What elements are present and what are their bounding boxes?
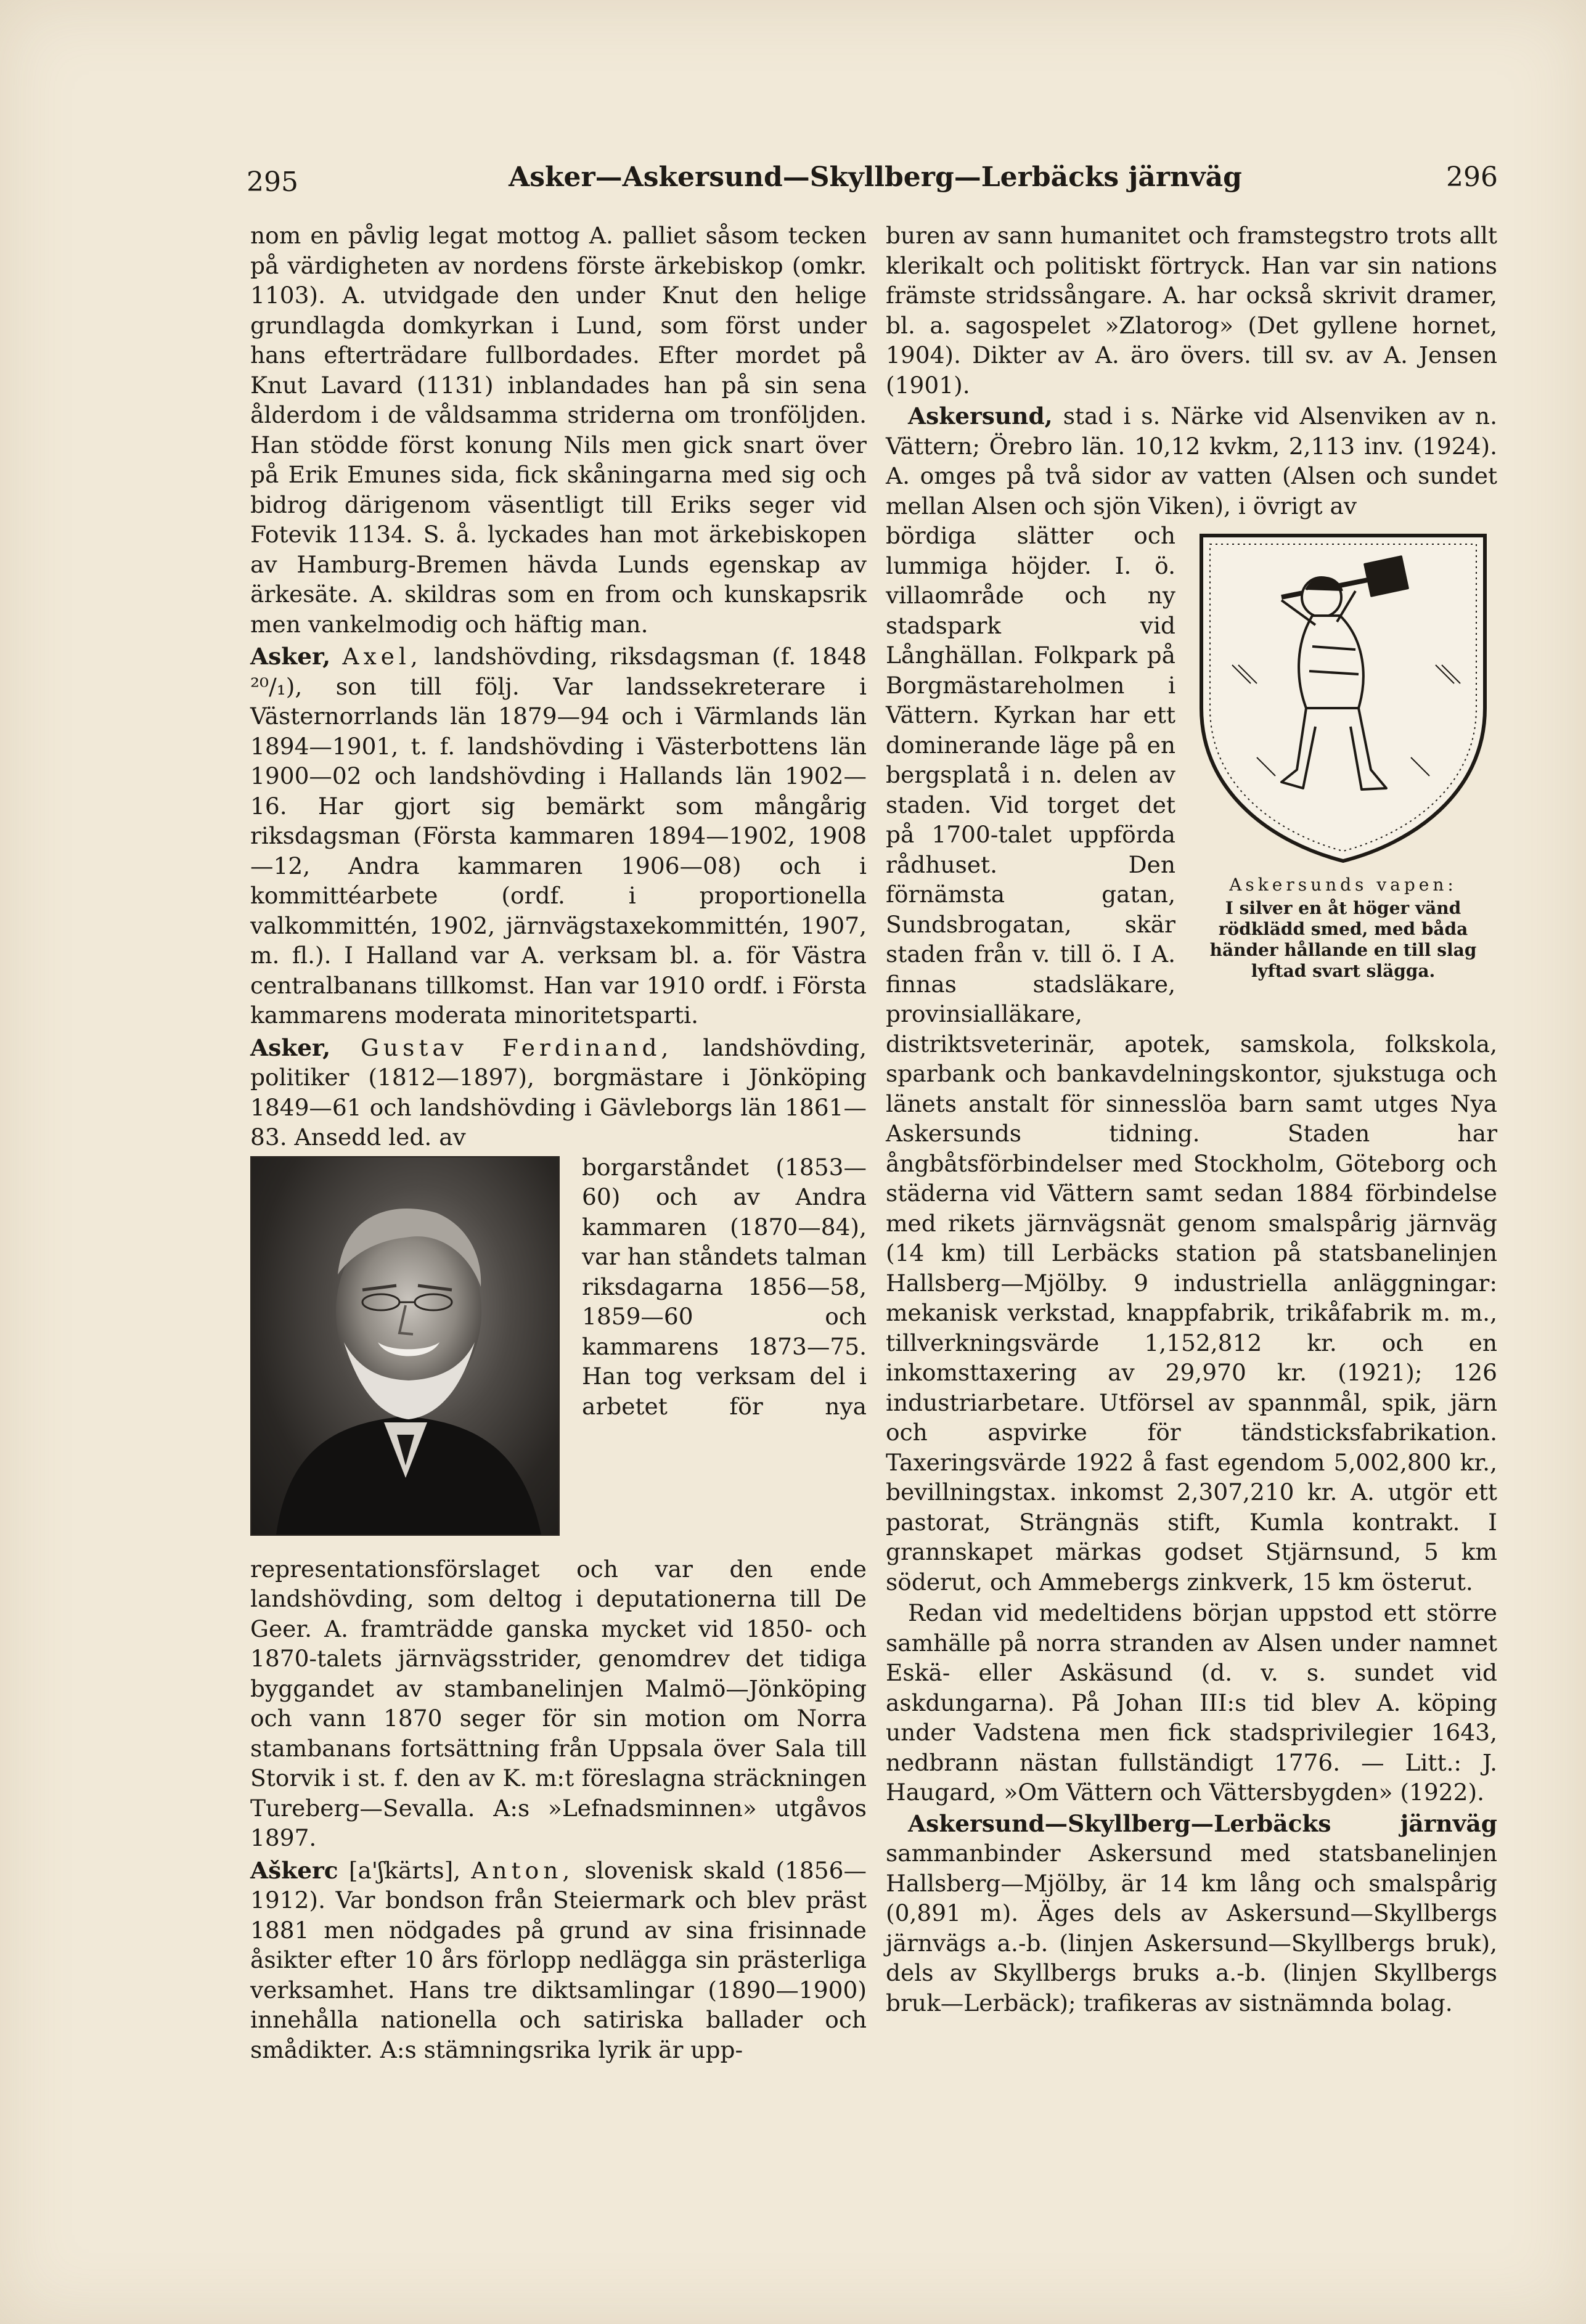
pronunciation: [a'ʃkärts], xyxy=(348,1856,461,1884)
headword: Askersund—Skyllberg—Lerbäcks järnväg xyxy=(908,1809,1497,1837)
paragraph-continuation: nom en påvlig legat mottog A. palliet såsom tecken på värdigheten av nordens förste ärkebiskop (omkr. 1103). A. utvidgade den under Knut den helige grundlagda domkyrkan i Lund, som först under hans efterträdare fullbordades. Efter mordet på Knut Lavard (1131) inblandades han på sin sena ålderdom i de våldsamma striderna om tronföljden. Han stödde först konung Nils men gick snart över på Erik Emunes sida, fick skåningarna med sig och bidrog därigenom väsentligt till Eriks seger vid Fotevik 1134. S. å. lyckades han mot ärkebiskopen av Hamburg-Bremen hävda Lunds egenskap av ärkesäte. A. skildras som en from och kunskapsrik men vankelmodig och häftig man. xyxy=(250,222,867,638)
entry-text: landshövding, riksdagsman (f. 1848 ²⁰/₁), son till följ. Var landssekreterare i Västernorrlands län 1879—94 och i Värmlands län 1894—1901, t. f. landshövding i Västerbottens län 1900—02 och landshövding i Hallands län 1902—16. Har gjort sig bemärkt som mångårig riksdagsman (Första kammaren 1894—1902, 1908—12, Andra kammaren 1906—08) och i kommittéarbete (ordf. i proportionella valkommittén, 1902, järnvägstaxekommittén, 1907, m. fl.). I Halland var A. verksam bl. a. för Västra centralbanans tillkomst. Han var 1910 ordf. i Första kammarens moderata minoritetsparti. xyxy=(250,643,867,1029)
entry-text-rest: borgarståndet (1853—60) och av Andra kammaren (1870—84), var han ståndets talman riksdagarna 1856—58, 1859—60 och kammarens 1873—75. Han tog verksam del i arbetet för nya representationsförslaget och var den ende landshövding, som deltog i deputationerna till De Geer. A. framträdde ganska mycket vid 1850- och 1870-talets järnvägsstrider, genomdrev det tidiga byggandet av stambanelinjen Malmö—Jönköping och vann 1870 seger för sin motion om Norra stambanans fortsättning från Uppsala över Sala till Storvik i st. f. den av K. m:t föreslagna sträckningen Tureberg—Sevalla. A:s »Lefnadsminnen» utgåvos 1897. xyxy=(250,1153,867,1851)
given-name: Anton, xyxy=(471,1856,574,1884)
entry-text-rest: bördiga slätter och lummiga höjder. I. ö. villaområde och ny stadspark vid Långhällan. Folkpark på Borgmästareholmen i Vättern. Kyrkan har ett dominerande läge på en bergsplatå i n. delen av staden. Vid torget det på 1700-talet uppförda rådhuset. Den förnämsta gatan, Sundsbrogatan, skär staden från v. till ö. I A. finnas stadsläkare, provinsialläkare, distriktsveterinär, apotek, samskola, folkskola, sparbank och bankavdelningskontor, sjukstuga och länets anstalt för sinnesslöa barn samt utges Nya Askersunds tidning. Staden har ångbåtsförbindelser med Stockholm, Göteborg och städerna vid Vättern samt sedan 1884 förbindelse med rikets järnvägsnät genom smalspårig järnväg (14 km) till Lerbäcks station på statsbanelinjen Hallsberg—Mjölby. 9 industriella anläggningar: mekanisk verkstad, knappfabrik, trikåfabrik m. m., tillverkningsvärde 1,152,812 kr. och en inkomsttaxering av 29,970 kr. (1921); 126 industriarbetare. Utförsel av spannmål, spik, järn och aspvirke för tändsticksfabrikation. Taxeringsvärde 1922 å fast egendom 5,002,800 kr., bevillningstax. inkomst 2,307,210 kr. A. utgör ett pastorat, Strängnäs stift, Kumla kontrakt. I grannskapet märkas godset Stjärnsund, 5 km söderut, och Ammebergs zinkverk, 15 km österut. xyxy=(886,522,1497,1596)
headword: Askersund, xyxy=(908,402,1053,430)
entry-askerc xyxy=(250,1856,867,2065)
headword: Aškerc xyxy=(250,1856,338,1884)
portrait-illustration xyxy=(251,1157,558,1535)
right-column xyxy=(886,221,1497,2018)
caption-title: Askersunds vapen: xyxy=(1229,875,1457,895)
paragraph-continuation: buren av sann humanitet och framstegstro trots allt klerikalt och politiskt förtryck. Han var sin nations främste stridssångare. A. har också skrivit dramer, bl. a. sagospelet »Zlatorog» (Det gyllene hornet, 1904). Dikter av A. äro övers. till sv. av A. Jensen (1901). xyxy=(886,222,1497,399)
coat-of-arms-shield-icon xyxy=(1189,523,1497,868)
page-number-left: 295 xyxy=(247,166,298,198)
left-column xyxy=(250,221,867,2065)
given-name: Gustav Ferdinand, xyxy=(360,1034,673,1061)
entry-asker-gustav xyxy=(250,1033,867,1152)
page-header xyxy=(247,161,1498,205)
entry-text-lead: stad i s. Närke vid Alsenviken av n. Vättern; Örebro län. 10,12 kvkm, 2,113 inv. (1924). A. omges på två sidor av vatten (Alsen och sundet mellan Alsen och sjön Viken), i övrigt av xyxy=(886,402,1497,520)
entry-railway xyxy=(886,1809,1497,2018)
caption-text: I silver en åt höger vänd rödklädd smed, med båda händer hållande en till slag lyftad svart slägga. xyxy=(1209,898,1477,981)
coat-of-arms xyxy=(1189,523,1497,868)
given-name: Axel, xyxy=(342,643,422,670)
entry-text: sammanbinder Askersund med statsbanelinjen Hallsberg—Mjölby, är 14 km lång och smalspårig (0,891 m). Äges dels av Askersund—Skyllbergs järnvägs a.-b. (linjen Askersund—Skyllbergs bruk), dels av Skyllbergs bruks a.-b. (linjen Skyllbergs bruk—Lerbäck); trafikeras av sistnämnda bolag. xyxy=(886,1840,1497,2016)
paragraph-history: Redan vid medeltidens början uppstod ett större samhälle på norra stranden av Alsen under namnet Eskä- eller Askäsund (d. v. s. sundet vid askdungarna). På Johan III:s tid blev A. köping under Vadstena men fick stadsprivilegier 1643, nedbrann nästan fullständigt 1776. — Litt.: J. Haugard, »Om Vättern och Vättersbygden» (1922). xyxy=(886,1599,1497,1806)
headword: Asker, xyxy=(250,1034,331,1061)
entry-asker-axel xyxy=(250,642,867,1030)
page-number-right: 296 xyxy=(1446,161,1498,193)
entry-askersund xyxy=(886,401,1497,521)
coat-of-arms-figure xyxy=(1189,523,1497,998)
running-title: Asker—Askersund—Skyllberg—Lerbäcks järnväg xyxy=(509,161,1242,193)
entry-text: slovenisk skald (1856—1912). Var bondson från Steiermark och blev präst 1881 men nödgades på grund av sina frisinnade åsikter efter 10 års förlopp nedlägga sin prästerliga verksamhet. Hans tre diktsamlingar (1890—1900) innehålla nationella och satiriska ballader och smådikter. A:s stämningsrika lyrik är upp- xyxy=(250,1856,867,2063)
entry-text-lead: landshövding, politiker (1812—1897), borgmästare i Jönköping 1849—61 och landshövding i Gävleborgs län 1861—83. Ansedd led. av xyxy=(250,1034,867,1151)
headword: Asker, xyxy=(250,643,331,670)
coat-of-arms-caption xyxy=(1189,875,1497,982)
portrait-figure xyxy=(250,1156,571,1551)
portrait-photo xyxy=(250,1156,560,1536)
